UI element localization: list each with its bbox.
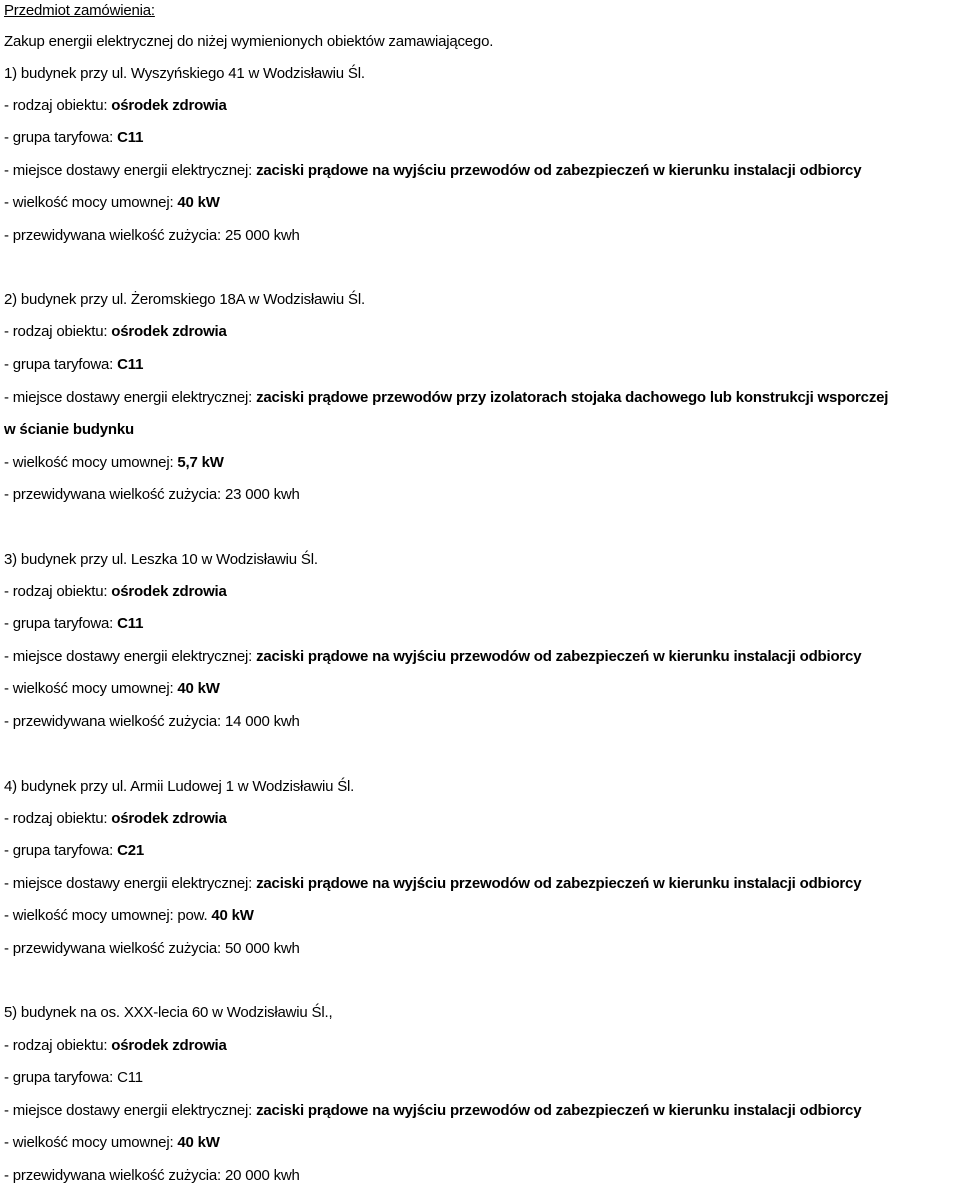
- building-1-delivery: - miejsce dostawy energii elektrycznej: zaciski prądowe na wyjściu przewodów od zabezpieczeń w kierunku instalacji odbiorcy: [4, 162, 862, 179]
- building-4-usage: - przewidywana wielkość zużycia: 50 000 kwh: [4, 940, 300, 957]
- building-2-delivery-cont: w ścianie budynku: [4, 421, 134, 438]
- building-4-power: - wielkość mocy umownej: pow. 40 kW: [4, 907, 254, 924]
- building-4-type: - rodzaj obiektu: ośrodek zdrowia: [4, 810, 227, 827]
- building-5-usage: - przewidywana wielkość zużycia: 20 000 kwh: [4, 1167, 300, 1184]
- building-1-tariff: - grupa taryfowa: C11: [4, 129, 144, 146]
- building-1-type: - rodzaj obiektu: ośrodek zdrowia: [4, 97, 227, 114]
- building-3-power: - wielkość mocy umownej: 40 kW: [4, 680, 220, 697]
- building-1-power: - wielkość mocy umownej: 40 kW: [4, 194, 220, 211]
- building-2-type: - rodzaj obiektu: ośrodek zdrowia: [4, 323, 227, 340]
- building-1-usage: - przewidywana wielkość zużycia: 25 000 kwh: [4, 227, 300, 244]
- intro-text: Zakup energii elektrycznej do niżej wymienionych obiektów zamawiającego.: [4, 33, 494, 50]
- building-5-power: - wielkość mocy umownej: 40 kW: [4, 1134, 220, 1151]
- building-2-delivery: - miejsce dostawy energii elektrycznej: zaciski prądowe przewodów przy izolatorach stojaka dachowego lub konstrukcji wsporczej: [4, 389, 889, 406]
- building-1-heading: 1) budynek przy ul. Wyszyńskiego 41 w Wodzisławiu Śl.: [4, 65, 365, 82]
- building-4-tariff: - grupa taryfowa: C21: [4, 842, 145, 859]
- building-5-tariff: - grupa taryfowa: C11: [4, 1069, 143, 1086]
- building-5-type: - rodzaj obiektu: ośrodek zdrowia: [4, 1037, 227, 1054]
- building-3-delivery: - miejsce dostawy energii elektrycznej: zaciski prądowe na wyjściu przewodów od zabezpieczeń w kierunku instalacji odbiorcy: [4, 648, 862, 665]
- building-3-heading: 3) budynek przy ul. Leszka 10 w Wodzisławiu Śl.: [4, 551, 318, 568]
- building-4-heading: 4) budynek przy ul. Armii Ludowej 1 w Wodzisławiu Śl.: [4, 778, 355, 795]
- document-title: Przedmiot zamówienia:: [4, 2, 155, 19]
- building-2-heading: 2) budynek przy ul. Żeromskiego 18A w Wodzisławiu Śl.: [4, 291, 365, 308]
- building-5-heading: 5) budynek na os. XXX-lecia 60 w Wodzisławiu Śl.,: [4, 1004, 333, 1021]
- building-4-delivery: - miejsce dostawy energii elektrycznej: zaciski prądowe na wyjściu przewodów od zabezpieczeń w kierunku instalacji odbiorcy: [4, 875, 862, 892]
- building-3-tariff: - grupa taryfowa: C11: [4, 615, 144, 632]
- building-2-usage: - przewidywana wielkość zużycia: 23 000 kwh: [4, 486, 300, 503]
- building-2-power: - wielkość mocy umownej: 5,7 kW: [4, 454, 224, 471]
- building-5-delivery: - miejsce dostawy energii elektrycznej: zaciski prądowe na wyjściu przewodów od zabezpieczeń w kierunku instalacji odbiorcy: [4, 1102, 862, 1119]
- building-3-usage: - przewidywana wielkość zużycia: 14 000 kwh: [4, 713, 300, 730]
- building-3-type: - rodzaj obiektu: ośrodek zdrowia: [4, 583, 227, 600]
- building-2-tariff: - grupa taryfowa: C11: [4, 356, 144, 373]
